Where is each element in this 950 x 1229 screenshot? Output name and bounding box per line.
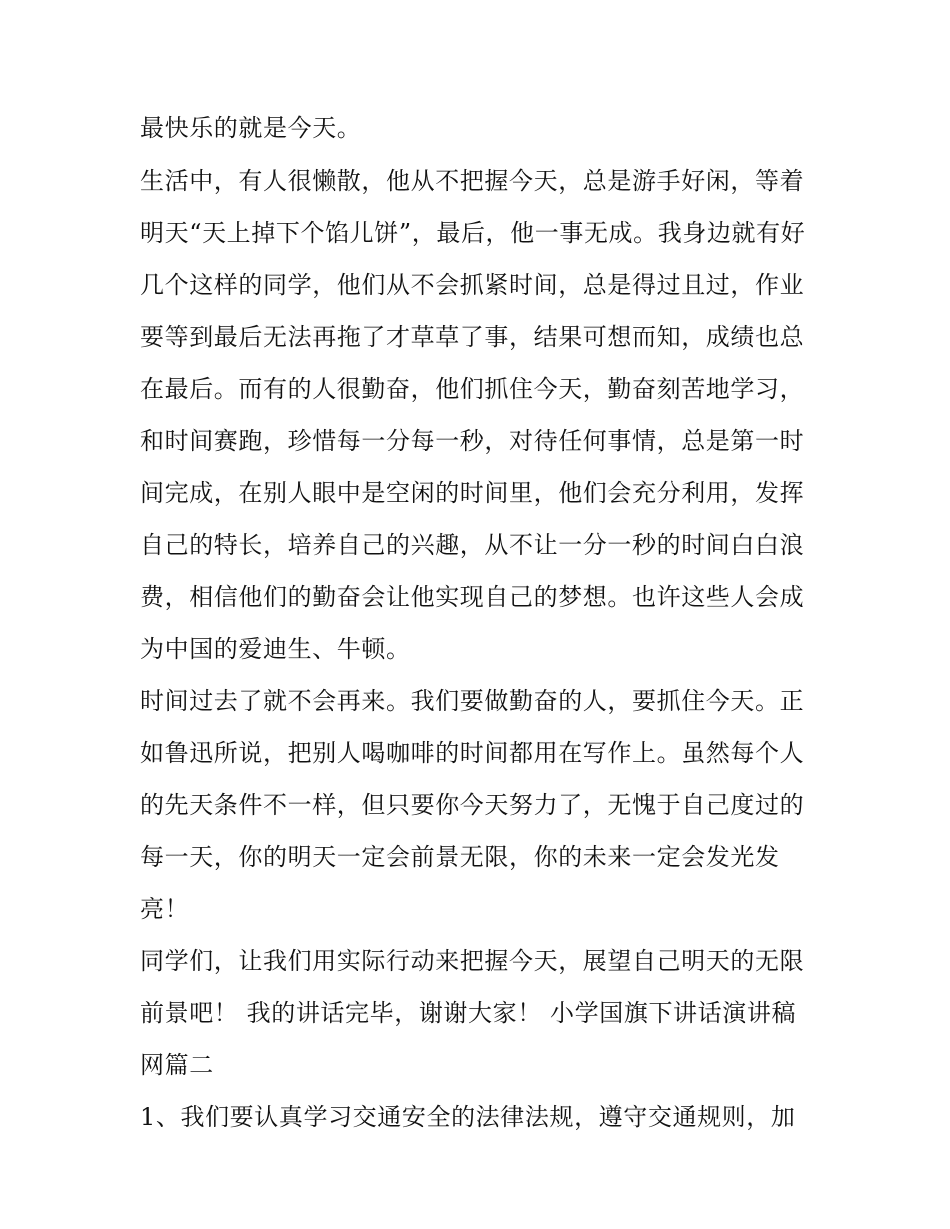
text-line: 亮！: [140, 895, 190, 923]
text-line: 1、我们要认真学习交通安全的法律法规，遵守交通规则，加: [140, 1103, 796, 1131]
text-line: 间完成，在别人眼中是空闲的时间里，他们会充分利用，发挥: [140, 479, 805, 507]
text-line: 如鲁迅所说，把别人喝咖啡的时间都用在写作上。虽然每个人: [140, 739, 805, 767]
text-line: 和时间赛跑，珍惜每一分每一秒，对待任何事情，总是第一时: [140, 427, 805, 455]
text-line: 时间过去了就不会再来。我们要做勤奋的人，要抓住今天。正: [140, 687, 805, 715]
text-line: 同学们，让我们用实际行动来把握今天，展望自己明天的无限: [140, 947, 805, 975]
text-line: 自己的特长，培养自己的兴趣，从不让一分一秒的时间白白浪: [140, 531, 805, 559]
text-line: 生活中，有人很懒散，他从不把握今天，总是游手好闲，等着: [140, 167, 805, 195]
text-line: 在最后。而有的人很勤奋，他们抓住今天，勤奋刻苦地学习，: [140, 375, 805, 403]
text-line: 前景吧！ 我的讲话完毕，谢谢大家！ 小学国旗下讲话演讲稿: [140, 999, 797, 1027]
text-line: 要等到最后无法再拖了才草草了事，结果可想而知，成绩也总: [140, 323, 805, 351]
text-line: 明天“天上掉下个馅儿饼”，最后，他一事无成。我身边就有好: [140, 219, 806, 247]
text-line: 为中国的爱迪生、牛顿。: [140, 635, 411, 663]
text-line: 网篇二: [140, 1051, 214, 1079]
text-line: 最快乐的就是今天。: [140, 114, 362, 142]
text-line: 每一天，你的明天一定会前景无限，你的未来一定会发光发: [140, 843, 780, 871]
text-line: 费，相信他们的勤奋会让他实现自己的梦想。也许这些人会成: [140, 583, 805, 611]
text-line: 的先天条件不一样，但只要你今天努力了，无愧于自己度过的: [140, 791, 805, 819]
text-line: 几个这样的同学，他们从不会抓紧时间，总是得过且过，作业: [140, 271, 805, 299]
